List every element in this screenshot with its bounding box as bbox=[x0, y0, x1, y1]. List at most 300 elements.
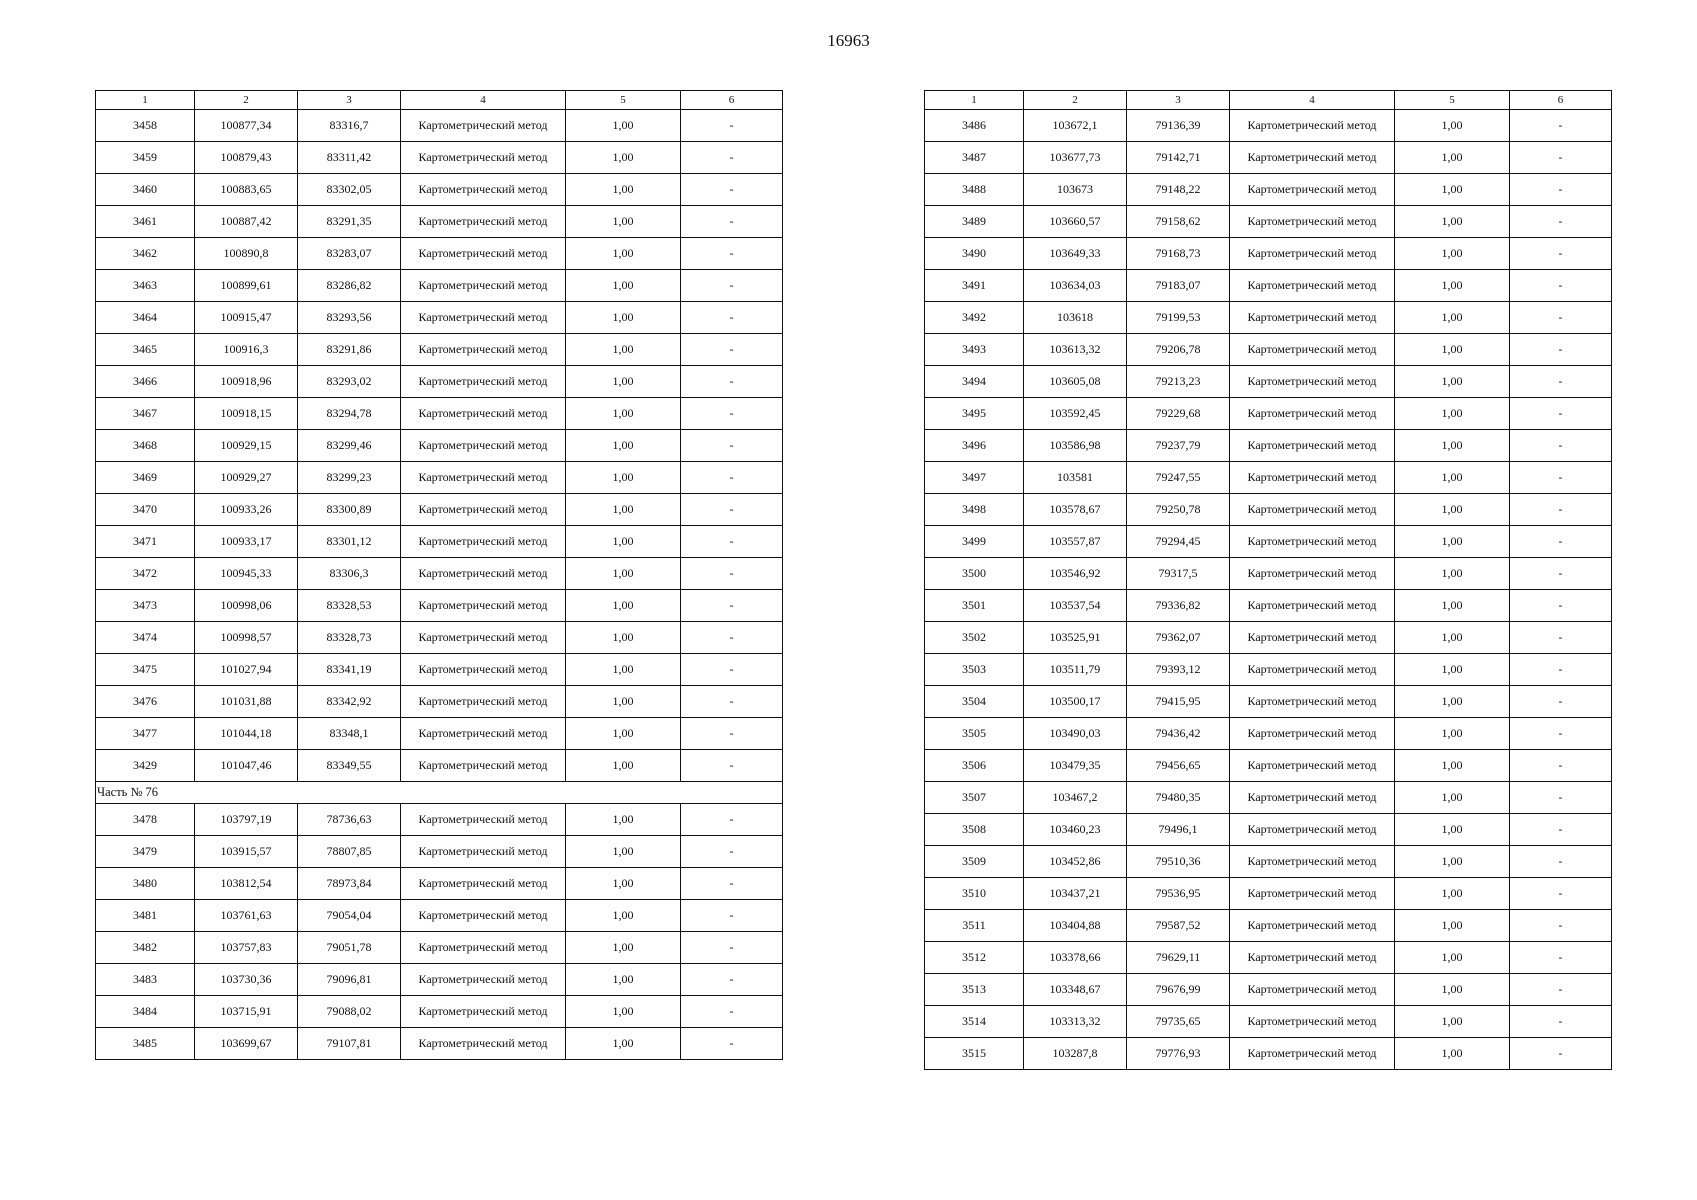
coord-x-cell: 103437,21 bbox=[1024, 878, 1127, 910]
coord-x-cell: 103313,32 bbox=[1024, 1006, 1127, 1038]
accuracy-cell: 1,00 bbox=[1395, 270, 1510, 302]
note-cell: - bbox=[1510, 1038, 1612, 1070]
point-number-cell: 3497 bbox=[925, 462, 1024, 494]
accuracy-cell: 1,00 bbox=[566, 174, 681, 206]
table-row bbox=[925, 334, 1612, 366]
coord-y-cell: 79158,62 bbox=[1127, 206, 1230, 238]
method-cell: Картометрический метод bbox=[401, 462, 566, 494]
point-number-cell: 3513 bbox=[925, 974, 1024, 1006]
point-number-cell: 3507 bbox=[925, 782, 1024, 814]
table-row bbox=[925, 686, 1612, 718]
method-cell: Картометрический метод bbox=[1230, 206, 1395, 238]
note-cell: - bbox=[681, 558, 783, 590]
method-cell: Картометрический метод bbox=[401, 750, 566, 782]
method-cell: Картометрический метод bbox=[401, 590, 566, 622]
coord-x-cell: 103761,63 bbox=[195, 900, 298, 932]
table-row bbox=[96, 622, 783, 654]
method-cell: Картометрический метод bbox=[401, 206, 566, 238]
point-number-cell: 3504 bbox=[925, 686, 1024, 718]
table-row bbox=[96, 900, 783, 932]
note-cell: - bbox=[1510, 910, 1612, 942]
table-row bbox=[925, 1038, 1612, 1070]
point-number-cell: 3480 bbox=[96, 868, 195, 900]
note-cell: - bbox=[1510, 462, 1612, 494]
accuracy-cell: 1,00 bbox=[1395, 462, 1510, 494]
accuracy-cell: 1,00 bbox=[566, 558, 681, 590]
coord-y-cell: 79587,52 bbox=[1127, 910, 1230, 942]
method-cell: Картометрический метод bbox=[1230, 1038, 1395, 1070]
column-header: 3 bbox=[298, 91, 401, 110]
method-cell: Картометрический метод bbox=[401, 430, 566, 462]
coord-y-cell: 79183,07 bbox=[1127, 270, 1230, 302]
point-number-cell: 3502 bbox=[925, 622, 1024, 654]
accuracy-cell: 1,00 bbox=[1395, 302, 1510, 334]
table-row bbox=[96, 804, 783, 836]
accuracy-cell: 1,00 bbox=[566, 142, 681, 174]
point-number-cell: 3472 bbox=[96, 558, 195, 590]
coord-y-cell: 79148,22 bbox=[1127, 174, 1230, 206]
point-number-cell: 3485 bbox=[96, 1028, 195, 1060]
table-row bbox=[96, 142, 783, 174]
coordinates-table-right bbox=[924, 90, 1612, 1070]
method-cell: Картометрический метод bbox=[401, 964, 566, 996]
method-cell: Картометрический метод bbox=[401, 494, 566, 526]
accuracy-cell: 1,00 bbox=[566, 900, 681, 932]
method-cell: Картометрический метод bbox=[1230, 398, 1395, 430]
table-row bbox=[96, 686, 783, 718]
method-cell: Картометрический метод bbox=[1230, 430, 1395, 462]
coord-x-cell: 100916,3 bbox=[195, 334, 298, 366]
method-cell: Картометрический метод bbox=[1230, 558, 1395, 590]
table-row bbox=[96, 334, 783, 366]
point-number-cell: 3511 bbox=[925, 910, 1024, 942]
coord-x-cell: 101031,88 bbox=[195, 686, 298, 718]
column-header: 5 bbox=[566, 91, 681, 110]
coord-x-cell: 103634,03 bbox=[1024, 270, 1127, 302]
accuracy-cell: 1,00 bbox=[1395, 334, 1510, 366]
table-row bbox=[925, 270, 1612, 302]
column-header: 6 bbox=[681, 91, 783, 110]
table-row bbox=[96, 558, 783, 590]
coord-x-cell: 103546,92 bbox=[1024, 558, 1127, 590]
method-cell: Картометрический метод bbox=[401, 1028, 566, 1060]
table-row bbox=[96, 238, 783, 270]
coord-y-cell: 79676,99 bbox=[1127, 974, 1230, 1006]
table-row bbox=[925, 398, 1612, 430]
accuracy-cell: 1,00 bbox=[1395, 846, 1510, 878]
coord-y-cell: 83328,53 bbox=[298, 590, 401, 622]
point-number-cell: 3499 bbox=[925, 526, 1024, 558]
point-number-cell: 3476 bbox=[96, 686, 195, 718]
method-cell: Картометрический метод bbox=[1230, 622, 1395, 654]
coord-x-cell: 103730,36 bbox=[195, 964, 298, 996]
note-cell: - bbox=[1510, 878, 1612, 910]
note-cell: - bbox=[681, 686, 783, 718]
point-number-cell: 3461 bbox=[96, 206, 195, 238]
table-row bbox=[925, 174, 1612, 206]
accuracy-cell: 1,00 bbox=[566, 836, 681, 868]
point-number-cell: 3458 bbox=[96, 110, 195, 142]
column-header: 2 bbox=[1024, 91, 1127, 110]
coord-x-cell: 100933,26 bbox=[195, 494, 298, 526]
note-cell: - bbox=[681, 494, 783, 526]
section-row bbox=[96, 782, 783, 804]
table-row bbox=[96, 110, 783, 142]
accuracy-cell: 1,00 bbox=[566, 622, 681, 654]
note-cell: - bbox=[1510, 782, 1612, 814]
accuracy-cell: 1,00 bbox=[1395, 142, 1510, 174]
coord-y-cell: 83300,89 bbox=[298, 494, 401, 526]
table-row bbox=[96, 398, 783, 430]
method-cell: Картометрический метод bbox=[1230, 462, 1395, 494]
table-row bbox=[925, 878, 1612, 910]
coord-x-cell: 101047,46 bbox=[195, 750, 298, 782]
method-cell: Картометрический метод bbox=[1230, 974, 1395, 1006]
coord-x-cell: 103677,73 bbox=[1024, 142, 1127, 174]
accuracy-cell: 1,00 bbox=[1395, 942, 1510, 974]
table-row bbox=[925, 718, 1612, 750]
note-cell: - bbox=[681, 302, 783, 334]
accuracy-cell: 1,00 bbox=[1395, 366, 1510, 398]
point-number-cell: 3468 bbox=[96, 430, 195, 462]
note-cell: - bbox=[681, 398, 783, 430]
method-cell: Картометрический метод bbox=[1230, 1006, 1395, 1038]
coord-x-cell: 100918,96 bbox=[195, 366, 298, 398]
coord-x-cell: 103673 bbox=[1024, 174, 1127, 206]
method-cell: Картометрический метод bbox=[401, 142, 566, 174]
accuracy-cell: 1,00 bbox=[566, 430, 681, 462]
note-cell: - bbox=[1510, 654, 1612, 686]
accuracy-cell: 1,00 bbox=[566, 110, 681, 142]
coord-y-cell: 83291,35 bbox=[298, 206, 401, 238]
accuracy-cell: 1,00 bbox=[1395, 174, 1510, 206]
table-row bbox=[925, 206, 1612, 238]
note-cell: - bbox=[1510, 174, 1612, 206]
table-row bbox=[96, 964, 783, 996]
note-cell: - bbox=[681, 932, 783, 964]
point-number-cell: 3481 bbox=[96, 900, 195, 932]
point-number-cell: 3495 bbox=[925, 398, 1024, 430]
table-row bbox=[925, 750, 1612, 782]
table-row bbox=[96, 932, 783, 964]
point-number-cell: 3508 bbox=[925, 814, 1024, 846]
note-cell: - bbox=[1510, 686, 1612, 718]
accuracy-cell: 1,00 bbox=[1395, 622, 1510, 654]
method-cell: Картометрический метод bbox=[401, 174, 566, 206]
table-row bbox=[925, 590, 1612, 622]
table-row bbox=[96, 302, 783, 334]
coord-y-cell: 79213,23 bbox=[1127, 366, 1230, 398]
coord-x-cell: 103613,32 bbox=[1024, 334, 1127, 366]
method-cell: Картометрический метод bbox=[1230, 590, 1395, 622]
table-row bbox=[96, 270, 783, 302]
coord-x-cell: 103460,23 bbox=[1024, 814, 1127, 846]
coord-y-cell: 83311,42 bbox=[298, 142, 401, 174]
coord-x-cell: 100933,17 bbox=[195, 526, 298, 558]
note-cell: - bbox=[1510, 558, 1612, 590]
note-cell: - bbox=[1510, 622, 1612, 654]
point-number-cell: 3515 bbox=[925, 1038, 1024, 1070]
table-row bbox=[96, 526, 783, 558]
coord-x-cell: 103757,83 bbox=[195, 932, 298, 964]
note-cell: - bbox=[1510, 494, 1612, 526]
point-number-cell: 3459 bbox=[96, 142, 195, 174]
coord-y-cell: 79136,39 bbox=[1127, 110, 1230, 142]
coord-y-cell: 83302,05 bbox=[298, 174, 401, 206]
accuracy-cell: 1,00 bbox=[1395, 974, 1510, 1006]
accuracy-cell: 1,00 bbox=[1395, 430, 1510, 462]
table-row bbox=[925, 526, 1612, 558]
table-row bbox=[925, 622, 1612, 654]
point-number-cell: 3473 bbox=[96, 590, 195, 622]
method-cell: Картометрический метод bbox=[401, 654, 566, 686]
note-cell: - bbox=[681, 590, 783, 622]
coord-x-cell: 103452,86 bbox=[1024, 846, 1127, 878]
table-row bbox=[96, 750, 783, 782]
coord-y-cell: 79629,11 bbox=[1127, 942, 1230, 974]
accuracy-cell: 1,00 bbox=[1395, 558, 1510, 590]
coord-y-cell: 83293,02 bbox=[298, 366, 401, 398]
accuracy-cell: 1,00 bbox=[566, 462, 681, 494]
method-cell: Картометрический метод bbox=[401, 900, 566, 932]
coord-y-cell: 79142,71 bbox=[1127, 142, 1230, 174]
table-row bbox=[925, 238, 1612, 270]
method-cell: Картометрический метод bbox=[1230, 782, 1395, 814]
coord-x-cell: 103915,57 bbox=[195, 836, 298, 868]
point-number-cell: 3514 bbox=[925, 1006, 1024, 1038]
table-row bbox=[925, 302, 1612, 334]
coord-x-cell: 103490,03 bbox=[1024, 718, 1127, 750]
accuracy-cell: 1,00 bbox=[1395, 686, 1510, 718]
table-row bbox=[925, 654, 1612, 686]
coord-x-cell: 103348,67 bbox=[1024, 974, 1127, 1006]
column-header: 2 bbox=[195, 91, 298, 110]
coord-x-cell: 103660,57 bbox=[1024, 206, 1127, 238]
table-row bbox=[925, 142, 1612, 174]
accuracy-cell: 1,00 bbox=[566, 494, 681, 526]
table-row bbox=[96, 1028, 783, 1060]
point-number-cell: 3503 bbox=[925, 654, 1024, 686]
method-cell: Картометрический метод bbox=[401, 526, 566, 558]
point-number-cell: 3490 bbox=[925, 238, 1024, 270]
method-cell: Картометрический метод bbox=[1230, 878, 1395, 910]
accuracy-cell: 1,00 bbox=[1395, 910, 1510, 942]
note-cell: - bbox=[1510, 302, 1612, 334]
method-cell: Картометрический метод bbox=[1230, 686, 1395, 718]
note-cell: - bbox=[1510, 430, 1612, 462]
point-number-cell: 3493 bbox=[925, 334, 1024, 366]
point-number-cell: 3505 bbox=[925, 718, 1024, 750]
point-number-cell: 3484 bbox=[96, 996, 195, 1028]
coord-y-cell: 79776,93 bbox=[1127, 1038, 1230, 1070]
method-cell: Картометрический метод bbox=[401, 836, 566, 868]
note-cell: - bbox=[1510, 974, 1612, 1006]
note-cell: - bbox=[1510, 110, 1612, 142]
point-number-cell: 3482 bbox=[96, 932, 195, 964]
method-cell: Картометрический метод bbox=[401, 804, 566, 836]
accuracy-cell: 1,00 bbox=[566, 238, 681, 270]
coord-x-cell: 103479,35 bbox=[1024, 750, 1127, 782]
note-cell: - bbox=[681, 868, 783, 900]
table-row bbox=[96, 430, 783, 462]
note-cell: - bbox=[1510, 590, 1612, 622]
accuracy-cell: 1,00 bbox=[1395, 750, 1510, 782]
note-cell: - bbox=[1510, 814, 1612, 846]
note-cell: - bbox=[1510, 846, 1612, 878]
method-cell: Картометрический метод bbox=[1230, 750, 1395, 782]
method-cell: Картометрический метод bbox=[401, 270, 566, 302]
method-cell: Картометрический метод bbox=[401, 686, 566, 718]
coord-y-cell: 79480,35 bbox=[1127, 782, 1230, 814]
point-number-cell: 3512 bbox=[925, 942, 1024, 974]
point-number-cell: 3470 bbox=[96, 494, 195, 526]
point-number-cell: 3460 bbox=[96, 174, 195, 206]
coord-x-cell: 103578,67 bbox=[1024, 494, 1127, 526]
table-row bbox=[925, 110, 1612, 142]
accuracy-cell: 1,00 bbox=[566, 654, 681, 686]
coord-x-cell: 103715,91 bbox=[195, 996, 298, 1028]
note-cell: - bbox=[681, 366, 783, 398]
accuracy-cell: 1,00 bbox=[566, 996, 681, 1028]
point-number-cell: 3498 bbox=[925, 494, 1024, 526]
table-row bbox=[925, 846, 1612, 878]
note-cell: - bbox=[681, 1028, 783, 1060]
coord-y-cell: 83316,7 bbox=[298, 110, 401, 142]
method-cell: Картометрический метод bbox=[1230, 174, 1395, 206]
table-row bbox=[96, 654, 783, 686]
method-cell: Картометрический метод bbox=[1230, 942, 1395, 974]
coord-y-cell: 79096,81 bbox=[298, 964, 401, 996]
method-cell: Картометрический метод bbox=[401, 110, 566, 142]
note-cell: - bbox=[1510, 1006, 1612, 1038]
coord-y-cell: 79317,5 bbox=[1127, 558, 1230, 590]
coord-x-cell: 100877,34 bbox=[195, 110, 298, 142]
method-cell: Картометрический метод bbox=[1230, 654, 1395, 686]
point-number-cell: 3479 bbox=[96, 836, 195, 868]
table-row bbox=[96, 206, 783, 238]
accuracy-cell: 1,00 bbox=[566, 590, 681, 622]
coord-y-cell: 79250,78 bbox=[1127, 494, 1230, 526]
coord-x-cell: 103649,33 bbox=[1024, 238, 1127, 270]
coord-y-cell: 83348,1 bbox=[298, 718, 401, 750]
coord-x-cell: 103557,87 bbox=[1024, 526, 1127, 558]
coord-x-cell: 100998,06 bbox=[195, 590, 298, 622]
page-number: 16963 bbox=[827, 31, 870, 50]
coord-x-cell: 100929,15 bbox=[195, 430, 298, 462]
accuracy-cell: 1,00 bbox=[566, 1028, 681, 1060]
point-number-cell: 3464 bbox=[96, 302, 195, 334]
note-cell: - bbox=[681, 900, 783, 932]
table-row bbox=[925, 974, 1612, 1006]
method-cell: Картометрический метод bbox=[401, 558, 566, 590]
point-number-cell: 3506 bbox=[925, 750, 1024, 782]
coord-y-cell: 78736,63 bbox=[298, 804, 401, 836]
coordinates-table-left bbox=[95, 90, 783, 1060]
column-header: 1 bbox=[96, 91, 195, 110]
accuracy-cell: 1,00 bbox=[566, 804, 681, 836]
accuracy-cell: 1,00 bbox=[1395, 590, 1510, 622]
coord-x-cell: 100887,42 bbox=[195, 206, 298, 238]
point-number-cell: 3477 bbox=[96, 718, 195, 750]
point-number-cell: 3469 bbox=[96, 462, 195, 494]
coord-y-cell: 79393,12 bbox=[1127, 654, 1230, 686]
note-cell: - bbox=[681, 718, 783, 750]
coord-x-cell: 103378,66 bbox=[1024, 942, 1127, 974]
coord-y-cell: 79199,53 bbox=[1127, 302, 1230, 334]
accuracy-cell: 1,00 bbox=[1395, 814, 1510, 846]
coord-y-cell: 83294,78 bbox=[298, 398, 401, 430]
method-cell: Картометрический метод bbox=[1230, 718, 1395, 750]
accuracy-cell: 1,00 bbox=[1395, 782, 1510, 814]
point-number-cell: 3510 bbox=[925, 878, 1024, 910]
table-row bbox=[925, 494, 1612, 526]
table-row bbox=[96, 494, 783, 526]
coord-y-cell: 83342,92 bbox=[298, 686, 401, 718]
accuracy-cell: 1,00 bbox=[566, 398, 681, 430]
method-cell: Картометрический метод bbox=[401, 868, 566, 900]
method-cell: Картометрический метод bbox=[401, 622, 566, 654]
point-number-cell: 3467 bbox=[96, 398, 195, 430]
coord-y-cell: 79336,82 bbox=[1127, 590, 1230, 622]
accuracy-cell: 1,00 bbox=[566, 270, 681, 302]
table-row bbox=[925, 366, 1612, 398]
note-cell: - bbox=[681, 804, 783, 836]
column-header: 3 bbox=[1127, 91, 1230, 110]
note-cell: - bbox=[1510, 334, 1612, 366]
table-row bbox=[96, 366, 783, 398]
coord-y-cell: 83341,19 bbox=[298, 654, 401, 686]
coord-y-cell: 83299,46 bbox=[298, 430, 401, 462]
note-cell: - bbox=[1510, 206, 1612, 238]
table-row bbox=[925, 1006, 1612, 1038]
note-cell: - bbox=[681, 142, 783, 174]
accuracy-cell: 1,00 bbox=[566, 964, 681, 996]
coord-x-cell: 103537,54 bbox=[1024, 590, 1127, 622]
point-number-cell: 3474 bbox=[96, 622, 195, 654]
coord-x-cell: 103592,45 bbox=[1024, 398, 1127, 430]
method-cell: Картометрический метод bbox=[1230, 846, 1395, 878]
note-cell: - bbox=[1510, 270, 1612, 302]
note-cell: - bbox=[681, 270, 783, 302]
point-number-cell: 3471 bbox=[96, 526, 195, 558]
coord-y-cell: 79107,81 bbox=[298, 1028, 401, 1060]
table-row bbox=[96, 590, 783, 622]
method-cell: Картометрический метод bbox=[1230, 110, 1395, 142]
point-number-cell: 3491 bbox=[925, 270, 1024, 302]
method-cell: Картометрический метод bbox=[1230, 302, 1395, 334]
method-cell: Картометрический метод bbox=[401, 398, 566, 430]
method-cell: Картометрический метод bbox=[401, 302, 566, 334]
note-cell: - bbox=[681, 174, 783, 206]
coord-x-cell: 103404,88 bbox=[1024, 910, 1127, 942]
coord-y-cell: 83301,12 bbox=[298, 526, 401, 558]
accuracy-cell: 1,00 bbox=[566, 932, 681, 964]
coord-y-cell: 79054,04 bbox=[298, 900, 401, 932]
coord-x-cell: 100945,33 bbox=[195, 558, 298, 590]
accuracy-cell: 1,00 bbox=[1395, 654, 1510, 686]
method-cell: Картометрический метод bbox=[401, 996, 566, 1028]
point-number-cell: 3465 bbox=[96, 334, 195, 366]
column-header: 4 bbox=[1230, 91, 1395, 110]
coord-y-cell: 79088,02 bbox=[298, 996, 401, 1028]
coord-x-cell: 100915,47 bbox=[195, 302, 298, 334]
accuracy-cell: 1,00 bbox=[1395, 878, 1510, 910]
coord-y-cell: 79206,78 bbox=[1127, 334, 1230, 366]
coord-x-cell: 103618 bbox=[1024, 302, 1127, 334]
coord-y-cell: 83293,56 bbox=[298, 302, 401, 334]
coord-y-cell: 83328,73 bbox=[298, 622, 401, 654]
method-cell: Картометрический метод bbox=[1230, 366, 1395, 398]
